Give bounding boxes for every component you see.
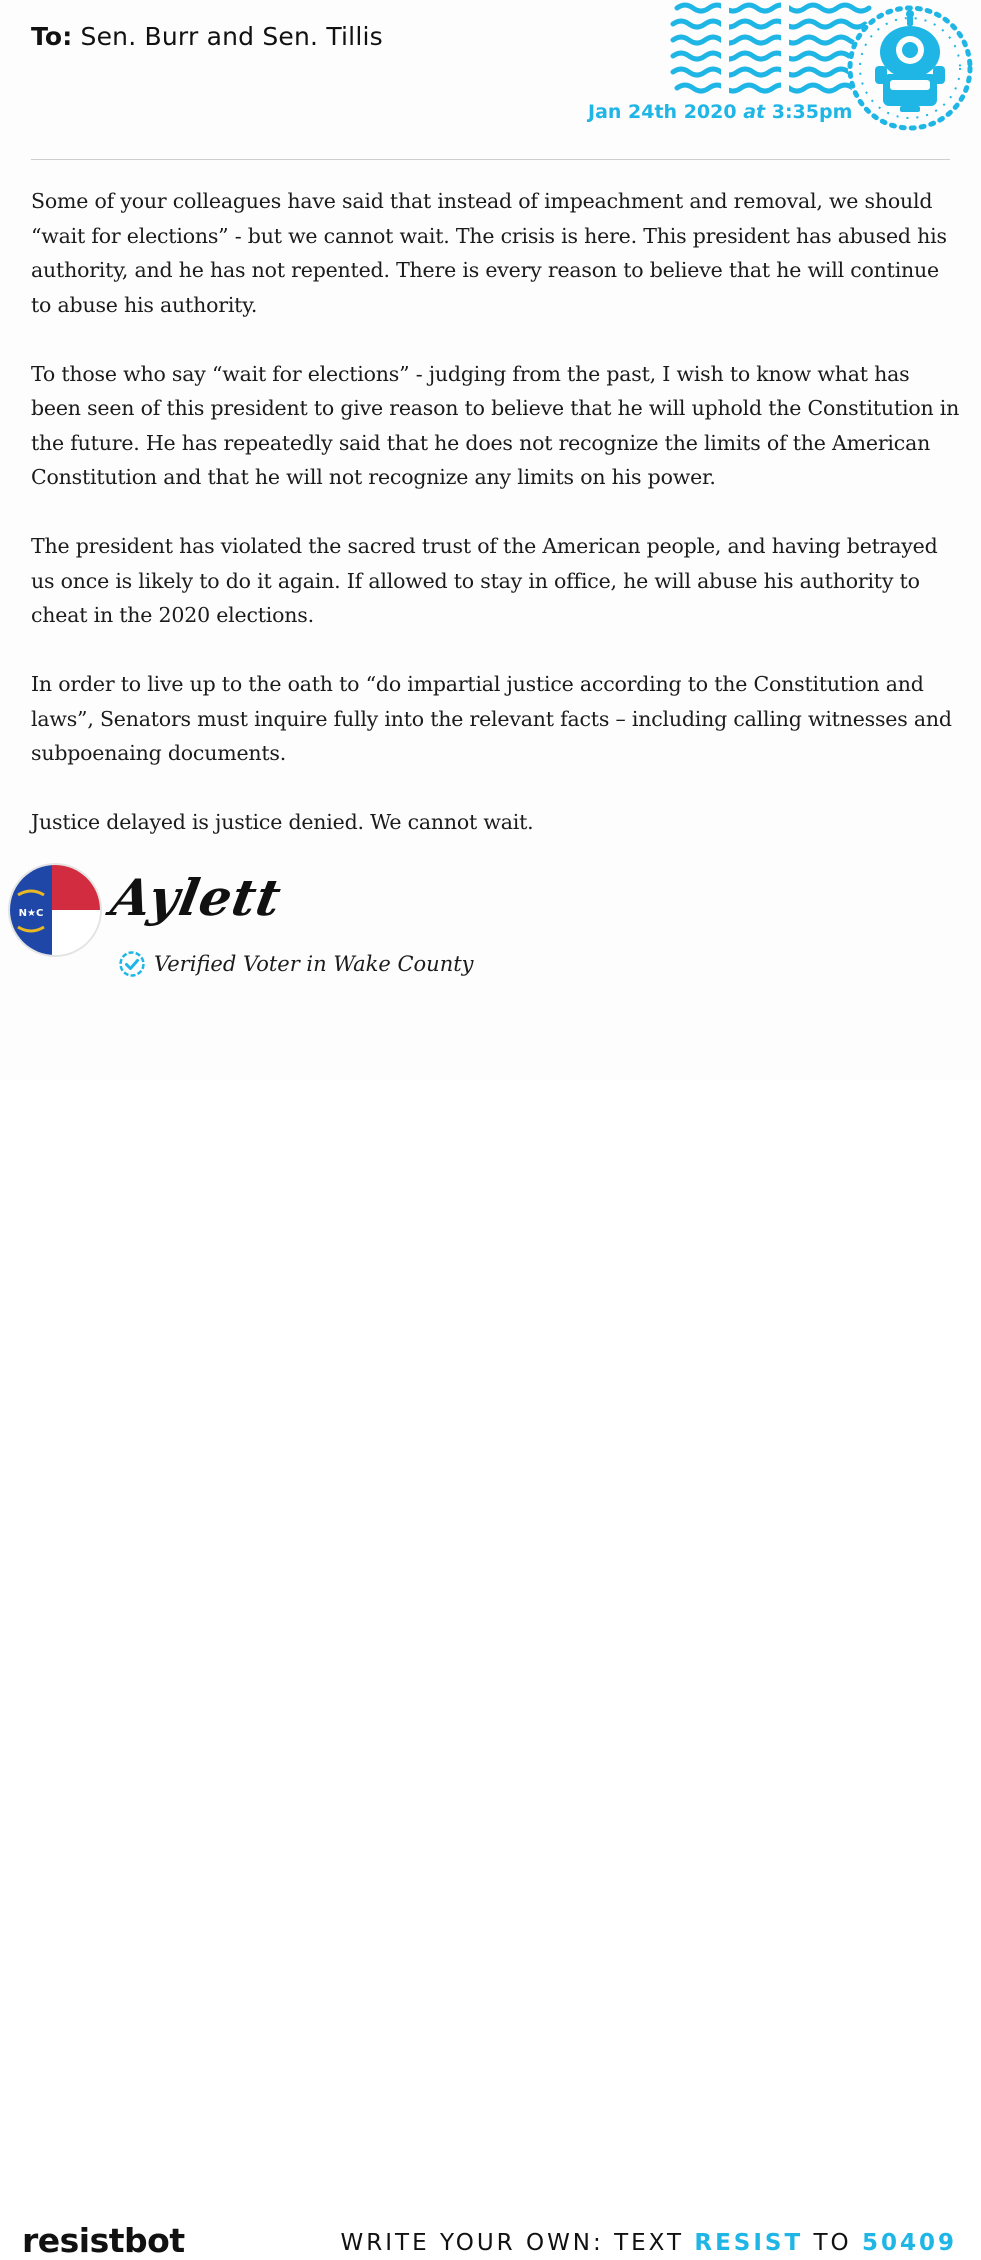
postmark-icon bbox=[585, 0, 981, 145]
stamp-time: 3:35pm bbox=[771, 101, 853, 123]
signature-name: Aylett bbox=[106, 868, 287, 927]
stamp-date: Jan 24th 2020 bbox=[588, 101, 737, 123]
letter-paragraph: Justice delayed is justice denied. We cannot wait. bbox=[31, 810, 534, 834]
letter-body bbox=[31, 184, 961, 874]
letter-paragraph: In order to live up to the oath to “do impartial justice according to the Constitution and laws”, Senators must inquire fully into the relevant facts – including calling witnesses and subpoenaing documents. bbox=[31, 672, 952, 765]
verified-text: Verified Voter in Wake County bbox=[154, 952, 474, 976]
nc-flag-icon bbox=[10, 865, 100, 955]
cta-number: 50409 bbox=[861, 2230, 957, 2256]
recipients: Sen. Burr and Sen. Tillis bbox=[80, 22, 383, 51]
cta-keyword: RESIST bbox=[694, 2230, 804, 2256]
letter-paragraph: The president has violated the sacred trust of the American people, and having betrayed us once is likely to do it again. If allowed to stay in office, he will abuse his authority to cheat in the 2020 elections. bbox=[31, 534, 938, 627]
cta-prefix: WRITE YOUR OWN: TEXT bbox=[340, 2230, 695, 2256]
cta-middle: TO bbox=[803, 2230, 862, 2256]
flag-letters: N★C bbox=[18, 908, 44, 919]
to-label: To: bbox=[31, 22, 73, 51]
letter-paragraph: Some of your colleagues have said that instead of impeachment and removal, we should “wait for elections” - but we cannot wait. The crisis is here. This president has abused his authority, and he has not repented. There is every reason to believe that he will continue to abuse his authority. bbox=[31, 189, 947, 317]
avatar bbox=[8, 863, 102, 957]
call-to-action bbox=[341, 2230, 957, 2256]
letter-paragraph: To those who say “wait for elections” - judging from the past, I wish to know what has been seen of this president to give reason to believe that he will uphold the Constitution in the future. He has repeatedly said that he does not recognize the limits of the American Constitution and that he will not recognize any limits on his power. bbox=[31, 361, 960, 489]
stamp-at: at bbox=[743, 101, 766, 123]
verified-badge bbox=[118, 950, 474, 978]
resistbot-logo[interactable]: resistbot bbox=[22, 2221, 185, 2260]
recipient-line bbox=[31, 22, 383, 51]
verified-check-icon bbox=[118, 950, 146, 978]
letter-card bbox=[0, 0, 981, 1080]
date-stamp bbox=[588, 101, 852, 123]
header-divider bbox=[31, 159, 950, 160]
footer bbox=[0, 1080, 981, 2260]
